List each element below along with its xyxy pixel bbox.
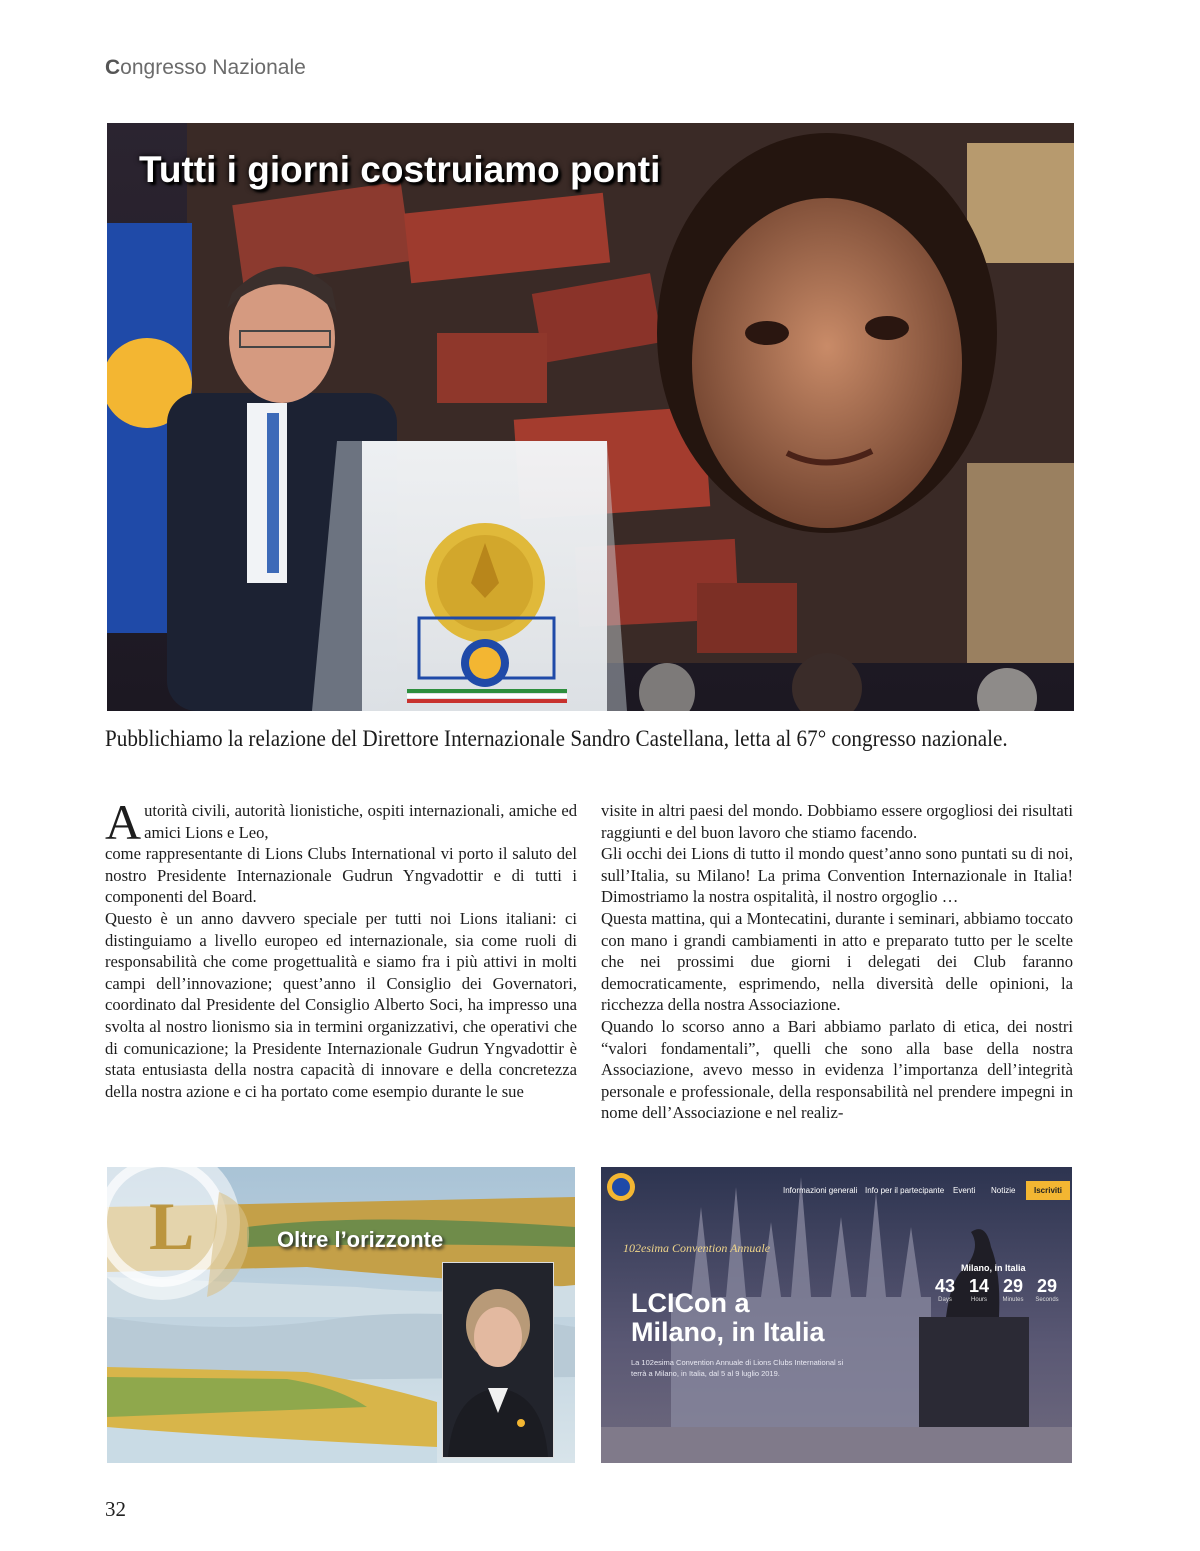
nav-item-participants[interactable]: Info per il partecipante — [865, 1186, 945, 1195]
countdown-city: Milano, in Italia — [961, 1263, 1026, 1273]
countdown-value: 43 — [934, 1276, 956, 1296]
hero-caption: Pubblichiamo la relazione del Direttore Internazionale Sandro Castellana, letta al 67° congresso nazionale. — [105, 726, 1008, 751]
countdown-hours — [963, 1276, 995, 1303]
article-paragraph: Gli occhi dei Lions di tutto il mondo quest’anno sono puntati su di noi, sull’Italia, su Milano! La prima Convention Internazionale in Italia! Dimostriamo la nostra ospitalità, il nostro orgoglio … — [601, 844, 1073, 907]
nav-item-events[interactable]: Eventi — [953, 1186, 976, 1195]
article-paragraph: Questa mattina, qui a Montecatini, durante i seminari, abbiamo toccato con mano i grandi cambiamenti in atto e preparato tutto per le scelte che nei prossimi due giorni i delegati dei Club faranno democraticamente, esprimendo, nella diversità delle opinioni, la ricchezza della nostra Associazione. — [601, 908, 1073, 1015]
countdown-value: 14 — [968, 1276, 990, 1296]
oltre-orizzonte-image — [107, 1167, 575, 1463]
president-portrait — [442, 1262, 554, 1458]
countdown-minutes — [997, 1276, 1029, 1303]
hero-title: Tutti i giorni costruiamo ponti — [139, 149, 661, 190]
portrait-illustration — [443, 1263, 553, 1457]
convention-title — [631, 1289, 871, 1347]
convention-description: La 102esima Convention Annuale di Lions Clubs International si terrà a Milano, in Italia, dal 5 al 9 luglio 2019. — [631, 1358, 844, 1378]
hero-illustration — [107, 123, 1074, 711]
countdown-days — [929, 1276, 961, 1303]
article-paragraph-text: utorità civili, autorità lionistiche, ospiti internazionali, amiche ed amici Lions e Leo, — [144, 801, 577, 842]
section-label-text: ongresso Nazionale — [120, 56, 306, 79]
lcicon-website-screenshot — [601, 1167, 1072, 1463]
article-column-right — [601, 800, 1073, 1124]
convention-subtitle: 102esima Convention Annuale — [623, 1241, 771, 1255]
article-paragraph: come rappresentante di Lions Clubs International vi porto il saluto del nostro Presidente Internazionale Gudrun Yngvadottir e di tutti i componenti del Board. — [105, 844, 577, 907]
countdown-label: Hours — [970, 1297, 987, 1303]
article-paragraph: Quando lo scorso anno a Bari abbiamo parlato di etica, dei nostri “valori fondamentali”, quelli che sono alla base della nostra Associazione, avevo messo in evidenza l’importanza dell’integrità personale e professionale, della responsabilità nel prendere impegni in nome dell’Associazione e nel realiz- — [601, 1016, 1073, 1123]
countdown-label: Minutes — [1002, 1297, 1024, 1303]
website-nav — [661, 1175, 1072, 1205]
nav-item-info[interactable]: Informazioni generali — [783, 1186, 858, 1195]
article-column-left — [105, 794, 577, 1102]
countdown-seconds — [1031, 1276, 1063, 1303]
oltre-orizzonte-heading: Oltre l’orizzonte — [277, 1227, 444, 1252]
countdown-label: Days — [938, 1297, 952, 1303]
convention-title-line2: Milano, in Italia — [631, 1317, 825, 1347]
article-paragraph: visite in altri paesi del mondo. Dobbiamo essere orgogliosi dei risultati raggiunti e del buon lavoro che stiamo facendo. — [601, 801, 1073, 842]
page-number: 32 — [105, 1497, 126, 1521]
drop-cap: A — [105, 794, 142, 850]
countdown-value: 29 — [1036, 1276, 1058, 1296]
section-label — [105, 56, 306, 80]
countdown-label: Seconds — [1035, 1297, 1059, 1303]
countdown-timer — [929, 1276, 1064, 1316]
hero-photo — [107, 123, 1074, 711]
section-label-initial: C — [105, 56, 121, 79]
lions-logo-letter: L — [149, 1188, 195, 1264]
child-face — [657, 133, 997, 533]
article-paragraph — [105, 794, 577, 850]
countdown-value: 29 — [1002, 1276, 1024, 1296]
podium — [312, 441, 627, 711]
article-paragraph: Questo è un anno davvero speciale per tutti noi Lions italiani: ci distinguiamo a livello europeo ed internazionale, sia come ruoli di responsabilità che come progettualità e siamo fra i più attivi in molti campi dell’innovazione; quest’anno il Consiglio dei Governatori, coordinato dal Presidente del Consiglio Alberto Soci, ha impresso una svolta al nostro lionismo sia in termini organizzativi, che operativi che di comunicazione; la Presidente Internazionale Gudrun Yngvadottir è stata entusiasta della nostra capacità di innovare e della concretezza della nostra azione e ci ha portato come esempio durante le sue — [105, 908, 577, 1101]
register-button[interactable]: Iscriviti — [1026, 1181, 1070, 1200]
convention-title-line1: LCICon a — [631, 1288, 750, 1318]
nav-item-news[interactable]: Notizie — [991, 1186, 1016, 1195]
